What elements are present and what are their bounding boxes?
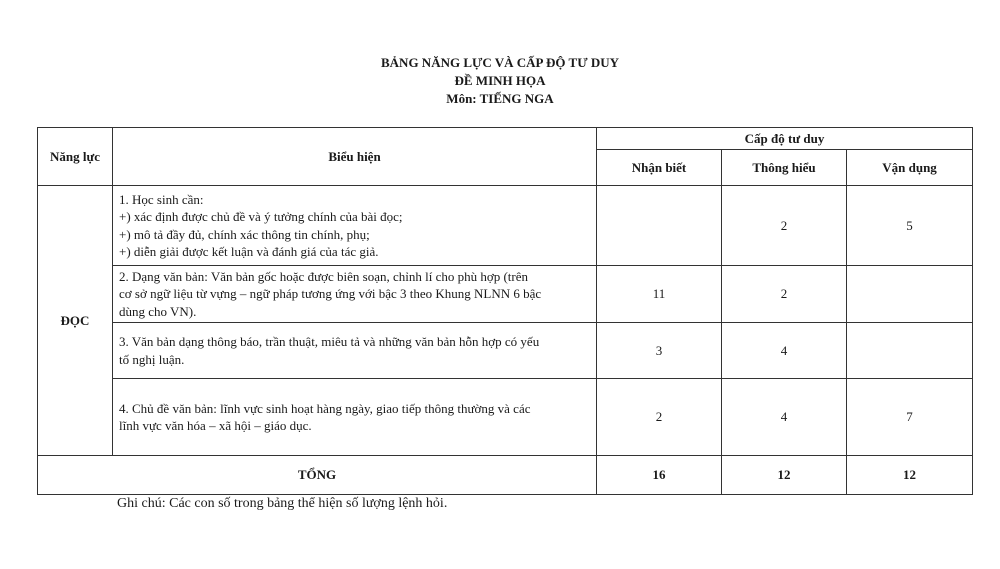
cell-apply: 7: [847, 379, 973, 456]
document-title: BẢNG NĂNG LỰC VÀ CẤP ĐỘ TƯ DUY: [381, 55, 619, 70]
description-line: 3. Văn bản dạng thông báo, trần thuật, miêu tả và những văn bản hỗn hợp có yếu: [119, 334, 540, 349]
competency-reading: ĐỌC: [38, 186, 113, 456]
cell-recognize: 3: [597, 323, 722, 379]
total-label: TỔNG: [38, 456, 597, 495]
table-row: [38, 186, 973, 266]
cell-apply: 5: [847, 186, 973, 266]
row-description: [113, 266, 597, 323]
description-line: 4. Chủ đề văn bản: lĩnh vực sinh hoạt hàng ngày, giao tiếp thông thường và các: [119, 400, 531, 416]
table-row: [38, 323, 973, 379]
cell-understand: 2: [722, 186, 847, 266]
cell-understand: 4: [722, 323, 847, 379]
total-understand: 12: [722, 456, 847, 495]
competency-table: [37, 127, 973, 495]
total-row: [38, 456, 973, 495]
cell-recognize: [597, 186, 722, 266]
cell-recognize: 2: [597, 379, 722, 456]
table-row: [38, 266, 973, 323]
cell-apply: [847, 323, 973, 379]
description-line: tố nghị luận.: [119, 351, 185, 367]
cell-understand: 4: [722, 379, 847, 456]
description-line: +) diễn giải được kết luận và đánh giá của tác giả.: [119, 244, 379, 259]
subject-line: Môn: TIẾNG NGA: [446, 91, 554, 106]
cell-apply: [847, 266, 973, 323]
header-competency: Năng lực: [38, 128, 113, 186]
description-line: +) mô tả đầy đủ, chính xác thông tin chính, phụ;: [119, 226, 370, 242]
cell-recognize: 11: [597, 266, 722, 323]
description-line: +) xác định được chủ đề và ý tưởng chính của bài đọc;: [119, 209, 403, 224]
description-line: 1. Học sinh cần:: [119, 191, 204, 207]
table-row: [38, 379, 973, 456]
header-level-apply: Vận dụng: [847, 150, 973, 186]
row-description: [113, 186, 597, 266]
document-header: [0, 54, 1000, 108]
header-level-understand: Thông hiểu: [722, 150, 847, 186]
row-description: [113, 323, 597, 379]
footnote: Ghi chú: Các con số trong bảng thể hiện số lượng lệnh hỏi.: [117, 496, 448, 511]
description-line: dùng cho VN).: [119, 303, 197, 319]
description-line: 2. Dạng văn bản: Văn bản gốc hoặc được biên soạn, chỉnh lí cho phù hợp (trên: [119, 268, 529, 284]
header-level-recognize: Nhận biết: [597, 150, 722, 186]
header-description: Biểu hiện: [113, 128, 597, 186]
total-apply: 12: [847, 456, 973, 495]
header-level-group: Cấp độ tư duy: [597, 128, 973, 150]
document-subtitle: ĐỀ MINH HỌA: [454, 73, 546, 88]
total-recognize: 16: [597, 456, 722, 495]
row-description: [113, 379, 597, 456]
description-line: lĩnh vực văn hóa – xã hội – giáo dục.: [119, 418, 312, 433]
description-line: cơ sở ngữ liệu từ vựng – ngữ pháp tương ứng với bậc 3 theo Khung NLNN 6 bậc: [119, 286, 542, 302]
cell-understand: 2: [722, 266, 847, 323]
